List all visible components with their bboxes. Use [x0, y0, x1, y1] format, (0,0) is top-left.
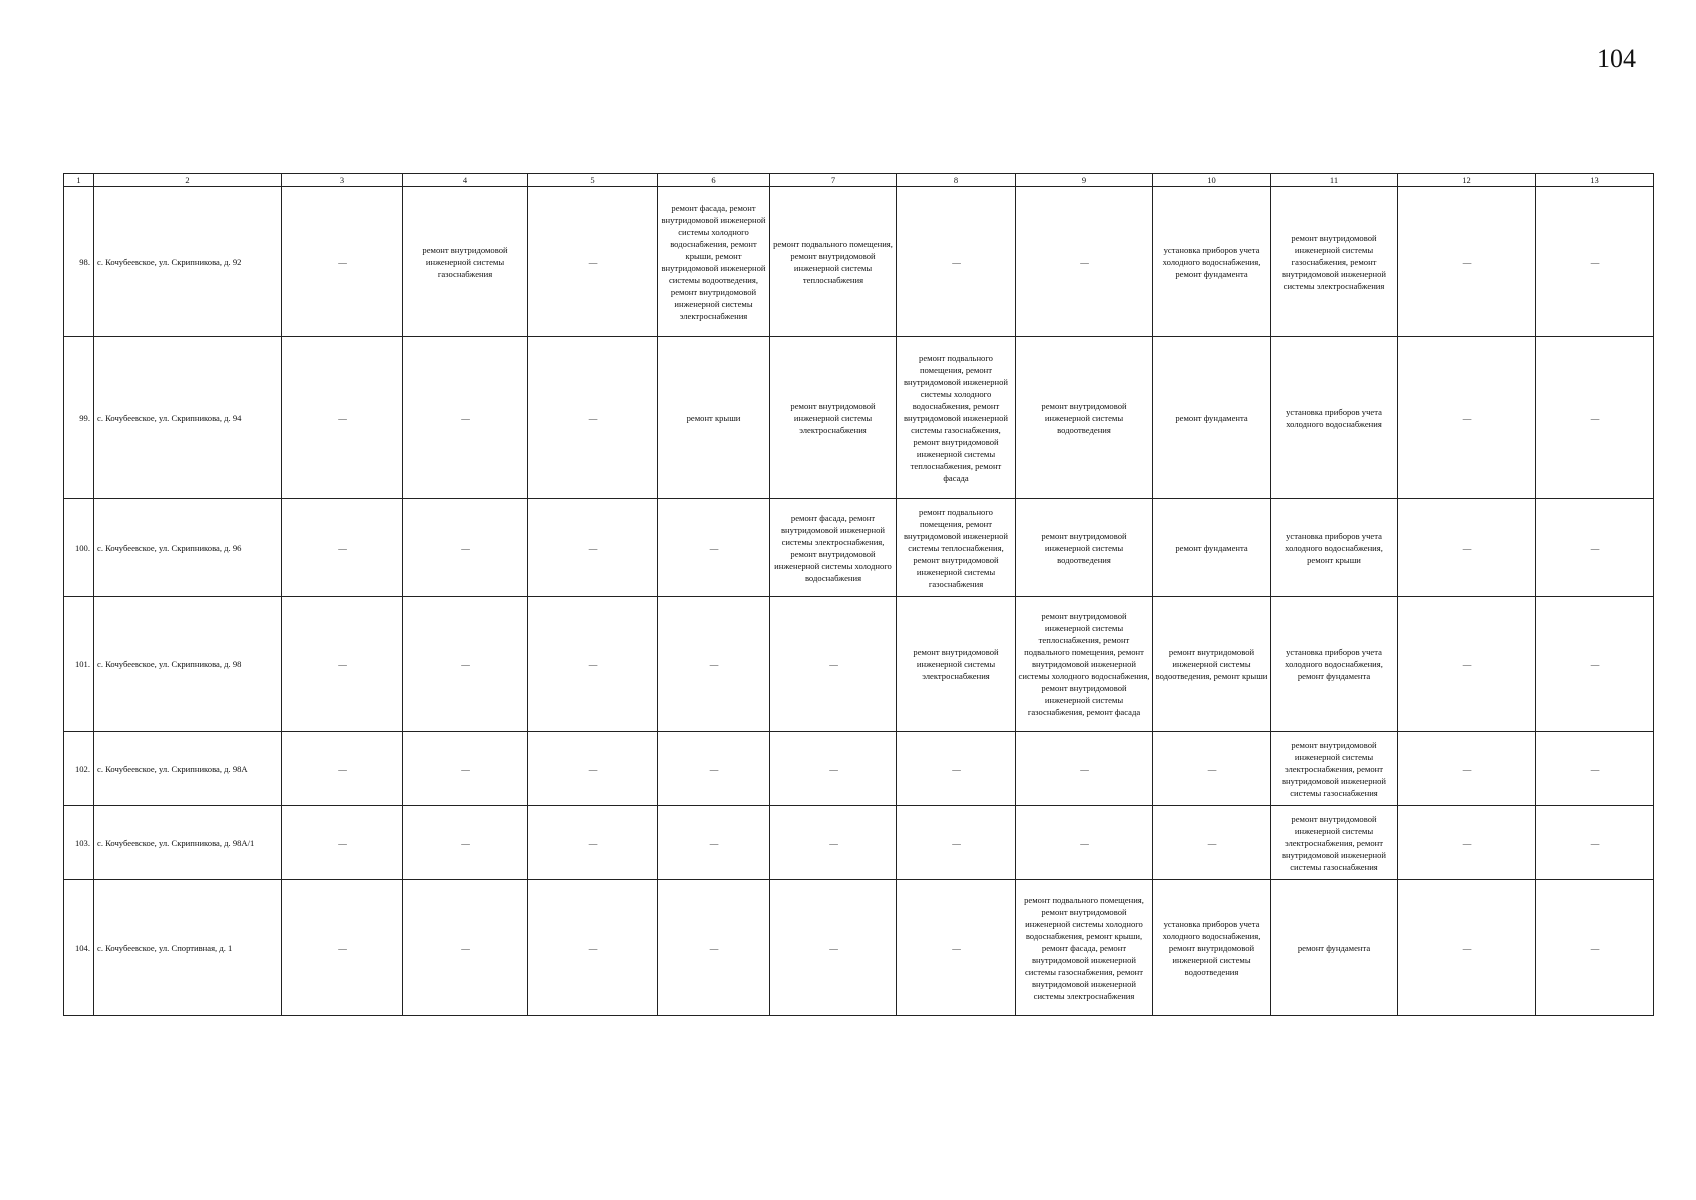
column-header: 1 [64, 174, 94, 187]
repair-schedule-table [63, 173, 1654, 1016]
cell: установка приборов учета холодного водоснабжения, ремонт фундамента [1153, 187, 1271, 337]
cell: ремонт внутридомовой инженерной системы электроснабжения, ремонт внутридомовой инженерной системы газоснабжения [1271, 732, 1398, 806]
cell: ремонт фундамента [1153, 337, 1271, 499]
column-header: 8 [897, 174, 1016, 187]
cell: ремонт внутридомовой инженерной системы водоотведения [1016, 499, 1153, 597]
cell: — [897, 732, 1016, 806]
cell: ремонт подвального помещения, ремонт внутридомовой инженерной системы холодного водоснабжения, ремонт внутридомовой инженерной системы газоснабжения, ремонт внутридомовой инженерной системы теплоснабжения, ремонт фасада [897, 337, 1016, 499]
cell: — [770, 806, 897, 880]
page-number: 104 [1597, 44, 1636, 73]
table-row [64, 806, 1654, 880]
cell: — [528, 499, 658, 597]
cell: ремонт внутридомовой инженерной системы теплоснабжения, ремонт подвального помещения, ремонт внутридомовой инженерной системы холодного водоснабжения, ремонт внутридомовой инженерной системы газоснабжения, ремонт фасада [1016, 597, 1153, 732]
cell: ремонт фундамента [1271, 880, 1398, 1016]
table-row [64, 337, 1654, 499]
row-number: 99. [64, 337, 94, 499]
cell: — [403, 597, 528, 732]
cell: — [403, 880, 528, 1016]
column-header: 4 [403, 174, 528, 187]
repair-schedule-table-container [63, 173, 1653, 1016]
cell: ремонт подвального помещения, ремонт внутридомовой инженерной системы теплоснабжения, ремонт внутридомовой инженерной системы газоснабжения [897, 499, 1016, 597]
column-header: 10 [1153, 174, 1271, 187]
cell: — [1536, 597, 1654, 732]
column-header: 7 [770, 174, 897, 187]
table-row [64, 732, 1654, 806]
cell: ремонт внутридомовой инженерной системы электроснабжения, ремонт внутридомовой инженерной системы газоснабжения [1271, 806, 1398, 880]
cell: — [528, 337, 658, 499]
column-header: 12 [1398, 174, 1536, 187]
row-number: 103. [64, 806, 94, 880]
cell: ремонт подвального помещения, ремонт внутридомовой инженерной системы теплоснабжения [770, 187, 897, 337]
cell: — [1398, 187, 1536, 337]
cell: — [282, 187, 403, 337]
row-address: с. Кочубеевское, ул. Скрипникова, д. 98 [94, 597, 282, 732]
row-address: с. Кочубеевское, ул. Скрипникова, д. 98А [94, 732, 282, 806]
cell: — [528, 880, 658, 1016]
cell: — [1398, 499, 1536, 597]
cell: — [1153, 806, 1271, 880]
row-number: 104. [64, 880, 94, 1016]
cell: ремонт фасада, ремонт внутридомовой инженерной системы электроснабжения, ремонт внутридомовой инженерной системы холодного водоснабжения [770, 499, 897, 597]
cell: — [770, 732, 897, 806]
column-header: 5 [528, 174, 658, 187]
cell: — [658, 806, 770, 880]
column-header: 11 [1271, 174, 1398, 187]
cell: — [1536, 880, 1654, 1016]
row-address: с. Кочубеевское, ул. Скрипникова, д. 94 [94, 337, 282, 499]
cell: — [897, 187, 1016, 337]
cell: установка приборов учета холодного водоснабжения [1271, 337, 1398, 499]
cell: — [528, 187, 658, 337]
cell: — [1398, 880, 1536, 1016]
table-row [64, 499, 1654, 597]
cell: — [1153, 732, 1271, 806]
cell: — [1398, 597, 1536, 732]
cell: — [1398, 732, 1536, 806]
cell: — [897, 806, 1016, 880]
cell: — [1398, 337, 1536, 499]
cell: — [1398, 806, 1536, 880]
cell: — [528, 806, 658, 880]
column-header: 13 [1536, 174, 1654, 187]
cell: — [770, 597, 897, 732]
table-row [64, 597, 1654, 732]
cell: — [658, 597, 770, 732]
cell: ремонт внутридомовой инженерной системы электроснабжения [770, 337, 897, 499]
row-address: с. Кочубеевское, ул. Скрипникова, д. 98А/1 [94, 806, 282, 880]
row-number: 98. [64, 187, 94, 337]
cell: — [403, 337, 528, 499]
cell: — [1536, 806, 1654, 880]
cell: ремонт крыши [658, 337, 770, 499]
cell: — [282, 337, 403, 499]
cell: ремонт фундамента [1153, 499, 1271, 597]
cell: — [403, 806, 528, 880]
column-header: 6 [658, 174, 770, 187]
cell: — [1016, 806, 1153, 880]
cell: — [282, 806, 403, 880]
row-number: 100. [64, 499, 94, 597]
table-row [64, 187, 1654, 337]
cell: — [1536, 499, 1654, 597]
cell: — [282, 499, 403, 597]
cell: ремонт внутридомовой инженерной системы водоотведения [1016, 337, 1153, 499]
cell: ремонт фасада, ремонт внутридомовой инженерной системы холодного водоснабжения, ремонт крыши, ремонт внутридомовой инженерной системы водоотведения, ремонт внутридомовой инженерной системы электроснабжения [658, 187, 770, 337]
column-header: 3 [282, 174, 403, 187]
cell: — [658, 732, 770, 806]
cell: — [1536, 732, 1654, 806]
cell: ремонт внутридомовой инженерной системы водоотведения, ремонт крыши [1153, 597, 1271, 732]
table-row [64, 880, 1654, 1016]
cell: — [528, 732, 658, 806]
cell: — [282, 732, 403, 806]
cell: — [403, 732, 528, 806]
cell: — [282, 597, 403, 732]
cell: ремонт подвального помещения, ремонт внутридомовой инженерной системы холодного водоснабжения, ремонт крыши, ремонт фасада, ремонт внутридомовой инженерной системы газоснабжения, ремонт внутридомовой инженерной системы электроснабжения [1016, 880, 1153, 1016]
cell: — [528, 597, 658, 732]
cell: — [1016, 187, 1153, 337]
cell: — [403, 499, 528, 597]
row-address: с. Кочубеевское, ул. Спортивная, д. 1 [94, 880, 282, 1016]
column-header: 2 [94, 174, 282, 187]
cell: — [897, 880, 1016, 1016]
row-number: 101. [64, 597, 94, 732]
cell: ремонт внутридомовой инженерной системы газоснабжения, ремонт внутридомовой инженерной системы электроснабжения [1271, 187, 1398, 337]
row-address: с. Кочубеевское, ул. Скрипникова, д. 92 [94, 187, 282, 337]
row-number: 102. [64, 732, 94, 806]
cell: — [1536, 187, 1654, 337]
column-header: 9 [1016, 174, 1153, 187]
cell: — [282, 880, 403, 1016]
cell: ремонт внутридомовой инженерной системы электроснабжения [897, 597, 1016, 732]
column-number-header-row [64, 174, 1654, 187]
cell: — [658, 880, 770, 1016]
cell: — [770, 880, 897, 1016]
cell: — [1016, 732, 1153, 806]
cell: — [658, 499, 770, 597]
cell: установка приборов учета холодного водоснабжения, ремонт крыши [1271, 499, 1398, 597]
cell: установка приборов учета холодного водоснабжения, ремонт фундамента [1271, 597, 1398, 732]
cell: — [1536, 337, 1654, 499]
cell: ремонт внутридомовой инженерной системы газоснабжения [403, 187, 528, 337]
row-address: с. Кочубеевское, ул. Скрипникова, д. 96 [94, 499, 282, 597]
cell: установка приборов учета холодного водоснабжения, ремонт внутридомовой инженерной системы водоотведения [1153, 880, 1271, 1016]
